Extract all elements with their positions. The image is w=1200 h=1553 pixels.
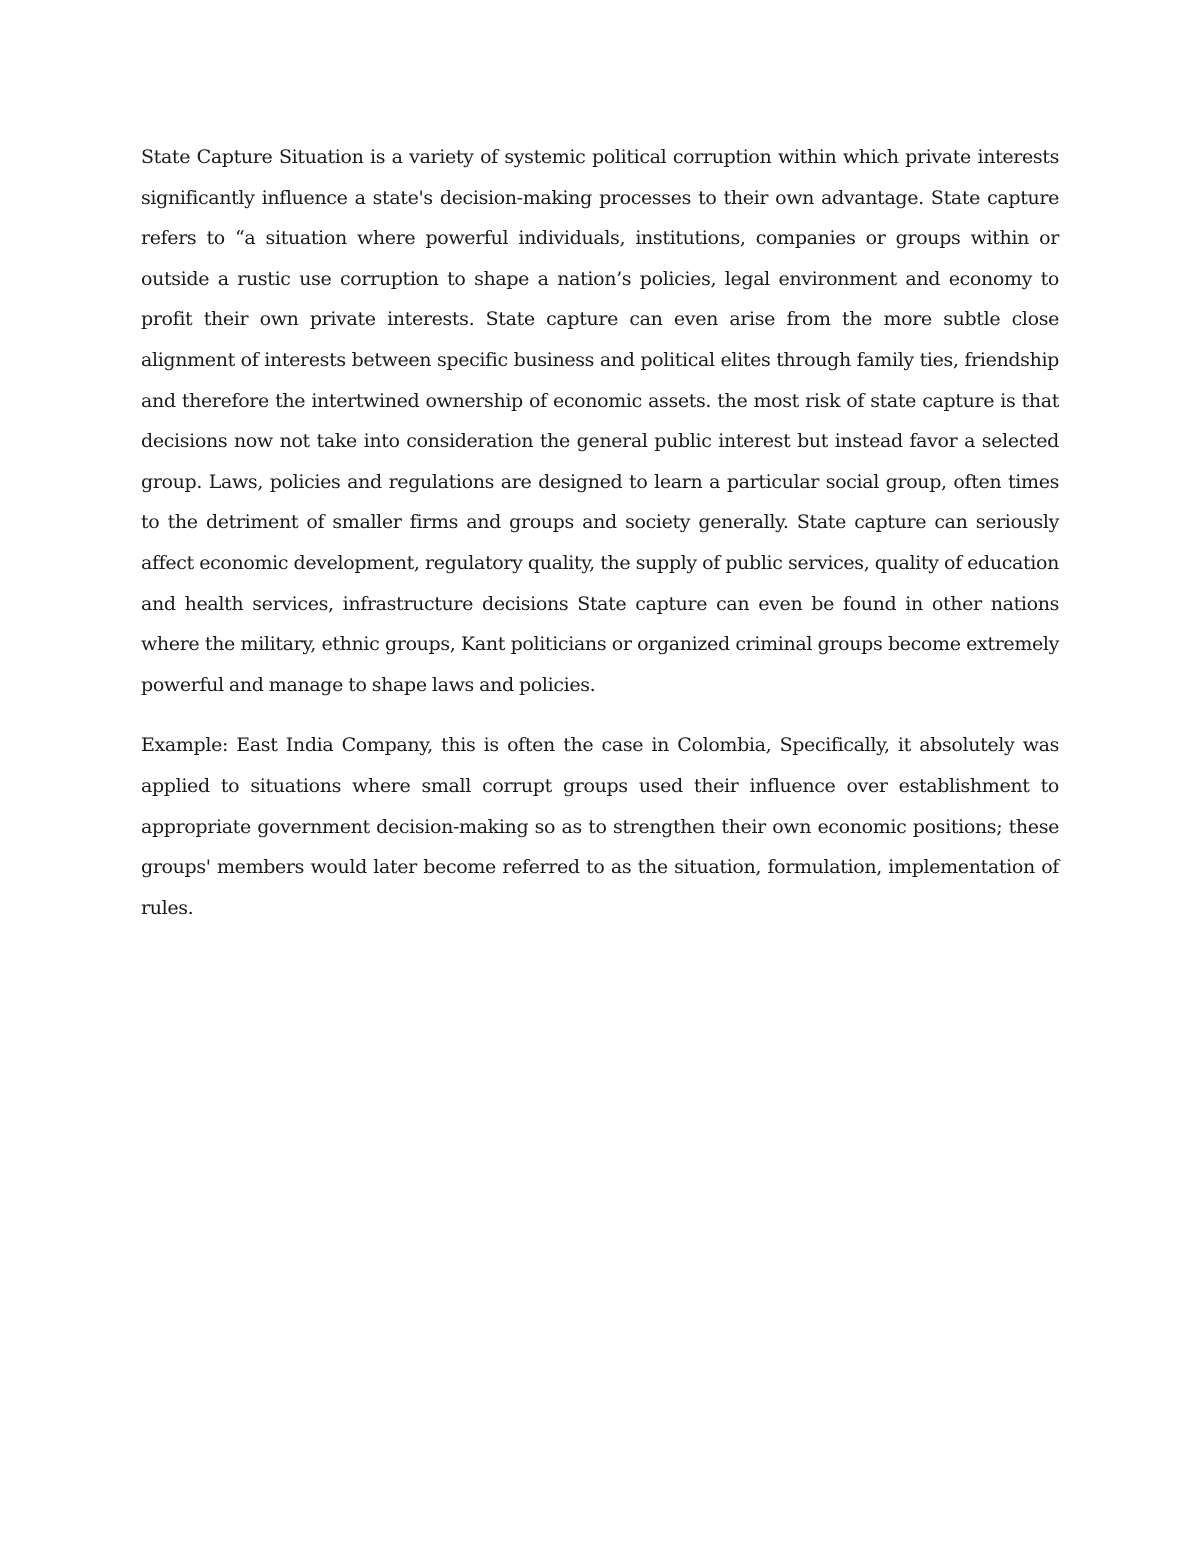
paragraph-example: Example: East India Company, this is often the case in Colombia, Specifically, it absolutely was applied to situations where small corrupt groups used their influence over establishment to appropriate government decision-making so as to strengthen their own economic positions; these groups' members would later become referred to as the situation, formulation, implementation of rules.	[141, 734, 1059, 919]
paragraph-state-capture-definition: State Capture Situation is a variety of systemic political corruption within which private interests significantly influence a state's decision-making processes to their own advantage. State capture refers to “a situation where powerful individuals, institutions, companies or groups within or outside a rustic use corruption to shape a nation’s policies, legal environment and economy to profit their own private interests. State capture can even arise from the more subtle close alignment of interests between specific business and political elites through family ties, friendship and therefore the intertwined ownership of economic assets. the most risk of state capture is that decisions now not take into consideration the general public interest but instead favor a selected group. Laws, policies and regulations are designed to learn a particular social group, often times to the detriment of smaller firms and groups and society generally. State capture can seriously affect economic development, regulatory quality, the supply of public services, quality of education and health services, infrastructure decisions State capture can even be found in other nations where the military, ethnic groups, Kant politicians or organized criminal groups become extremely powerful and manage to shape laws and policies.	[141, 146, 1059, 696]
document-body	[141, 137, 1059, 928]
